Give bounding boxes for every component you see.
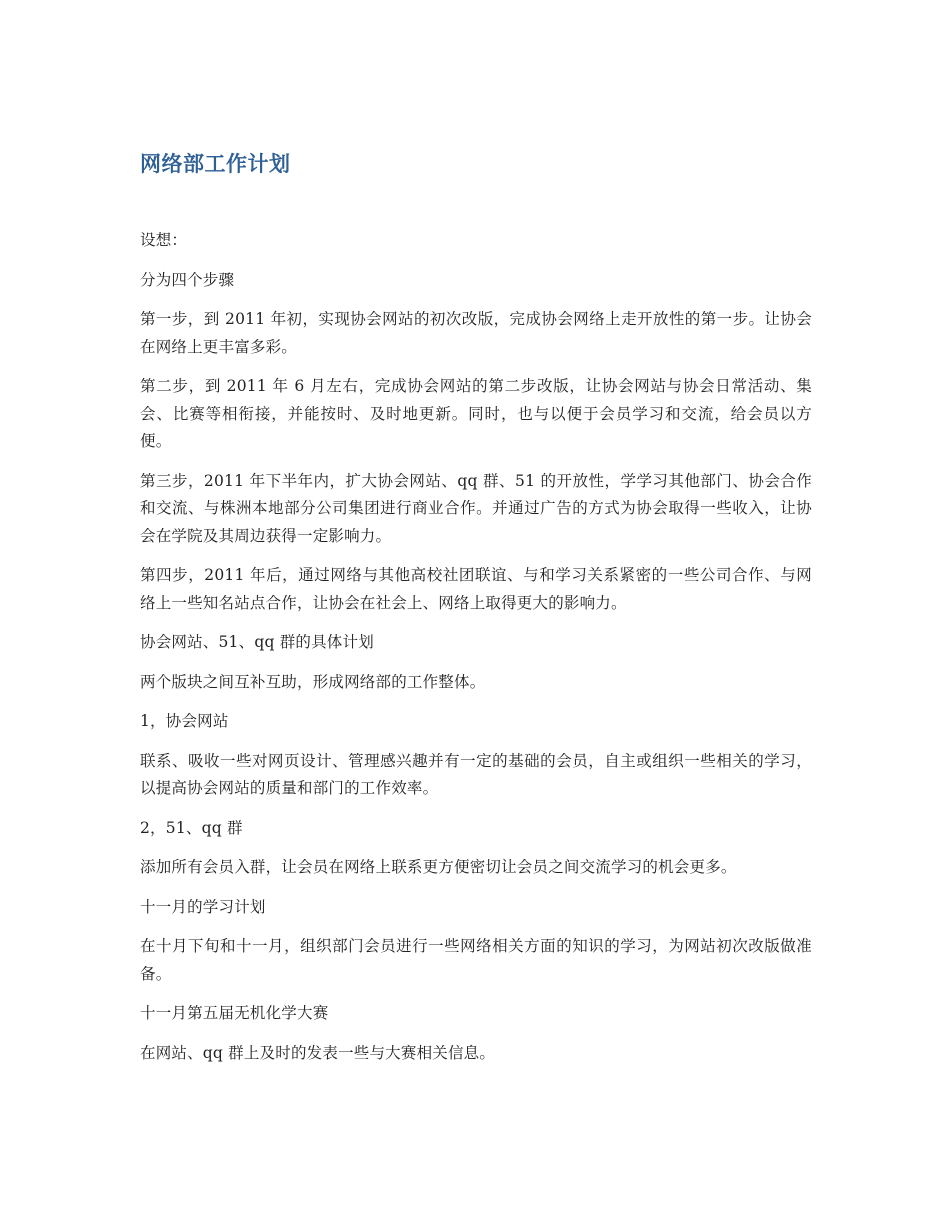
paragraph-contest-body: 在网站、qq 群上及时的发表一些与大赛相关信息。	[140, 1043, 496, 1062]
paragraph-steps-heading: 分为四个步骤	[140, 270, 235, 289]
paragraph-november-study-heading: 十一月的学习计划	[140, 897, 266, 916]
paragraph-step-4: 第四步，2011 年后，通过网络与其他高校社团联谊、与和学习关系紧密的一些公司合作、与网络上一些知名站点合作，让协会在社会上、网络上取得更大的影响力。	[140, 566, 812, 612]
paragraph-november-study-body: 在十月下旬和十一月，组织部门会员进行一些网络相关方面的知识的学习，为网站初次改版做准备。	[140, 937, 812, 983]
paragraph-qq-heading: 2，51、qq 群	[140, 818, 243, 837]
paragraph-intro: 设想：	[140, 231, 188, 249]
paragraph-website-body: 联系、吸收一些对网页设计、管理感兴趣并有一定的基础的会员，自主或组织一些相关的学习，以提高协会网站的质量和部门的工作效率。	[140, 751, 812, 797]
document-content	[140, 148, 812, 1079]
paragraph-step-1: 第一步，到 2011 年初，实现协会网站的初次改版，完成协会网络上走开放性的第一步。让协会在网络上更丰富多彩。	[140, 310, 812, 356]
paragraph-contest-heading: 十一月第五届无机化学大赛	[140, 1004, 329, 1022]
paragraph-website-heading: 1，协会网站	[140, 712, 229, 730]
paragraph-step-3: 第三步，2011 年下半年内，扩大协会网站、qq 群、51 的开放性，学学习其他部门、协会合作和交流、与株洲本地部分公司集团进行商业合作。并通过广告的方式为协会取得一些收入，让协会在学院及其周边获得一定影响力。	[140, 471, 812, 545]
paragraph-qq-body: 添加所有会员入群，让会员在网络上联系更方便密切让会员之间交流学习的机会更多。	[140, 858, 737, 876]
paragraph-step-2: 第二步，到 2011 年 6 月左右，完成协会网站的第二步改版，让协会网站与协会日常活动、集会、比赛等相衔接，并能按时、及时地更新。同时，也与以便于会员学习和交流，给会员以方便。	[140, 377, 812, 450]
paragraph-plan-summary: 两个版块之间互补互助，形成网络部的工作整体。	[140, 672, 486, 691]
document-title: 网络部工作计划	[140, 152, 291, 176]
paragraph-plan-heading: 协会网站、51、qq 群的具体计划	[140, 633, 374, 651]
